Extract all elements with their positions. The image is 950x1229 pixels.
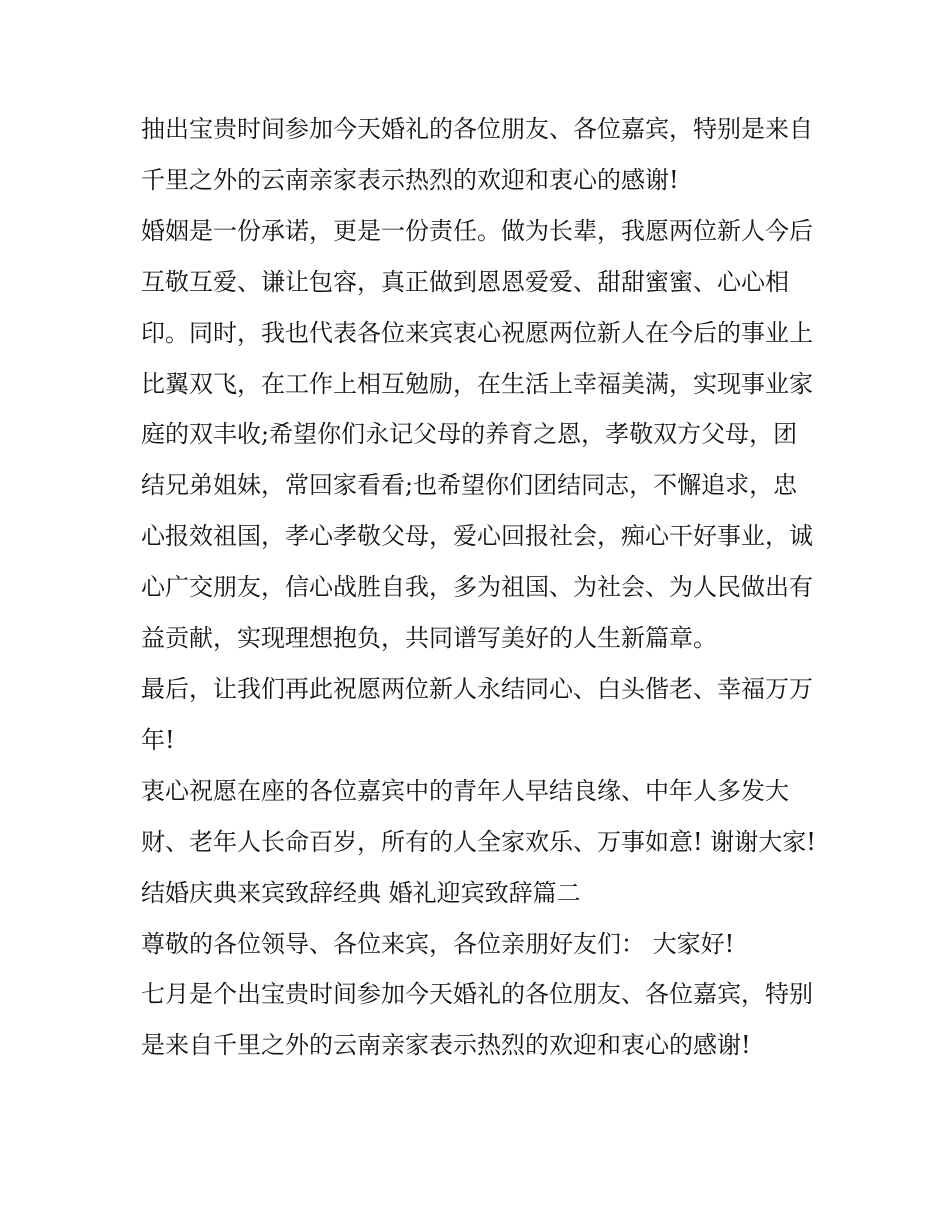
paragraph-july-thanks: 七月是个出宝贵时间参加今天婚礼的各位朋友、各位嘉宾，特别是来自千里之外的云南亲家表示热烈的欢迎和衷心的感谢! — [141, 980, 813, 1060]
paragraph-salutation: 尊敬的各位领导、各位来宾，各位亲朋好友们： 大家好! — [141, 929, 735, 958]
paragraph-guest-blessing: 衷心祝愿在座的各位嘉宾中的青年人早结良缘、中年人多发大财、老年人长命百岁，所有的人全家欢乐、万事如意! 谢谢大家! 结婚庆典来宾致辞经典 婚礼迎宾致辞篇二 — [141, 776, 816, 907]
document-body — [141, 104, 821, 1071]
paragraph-marriage-wishes: 婚姻是一份承诺，更是一份责任。做为长辈，我愿两位新人今后互敬互爱、谦让包容，真正做到恩恩爱爱、甜甜蜜蜜、心心相印。同时，我也代表各位来宾衷心祝愿两位新人在今后的事业上比翼双飞，在工作上相互勉励，在生活上幸福美满，实现事业家庭的双丰收;希望你们永记父母的养育之恩，孝敬双方父母，团结兄弟姐妹，常回家看看;也希望你们团结同志，不懈追求，忠心报效祖国，孝心孝敬父母，爱心回报社会，痴心干好事业，诚心广交朋友，信心战胜自我，多为祖国、为社会、为人民做出有益贡献，实现理想抱负，共同谱写美好的人生新篇章。 — [141, 216, 813, 653]
paragraph-greeting-thanks: 抽出宝贵时间参加今天婚礼的各位朋友、各位嘉宾，特别是来自千里之外的云南亲家表示热烈的欢迎和衷心的感谢! — [141, 115, 813, 194]
paragraph-final-blessing: 最后，让我们再此祝愿两位新人永结同心、白头偕老、幸福万万年! — [141, 674, 813, 754]
